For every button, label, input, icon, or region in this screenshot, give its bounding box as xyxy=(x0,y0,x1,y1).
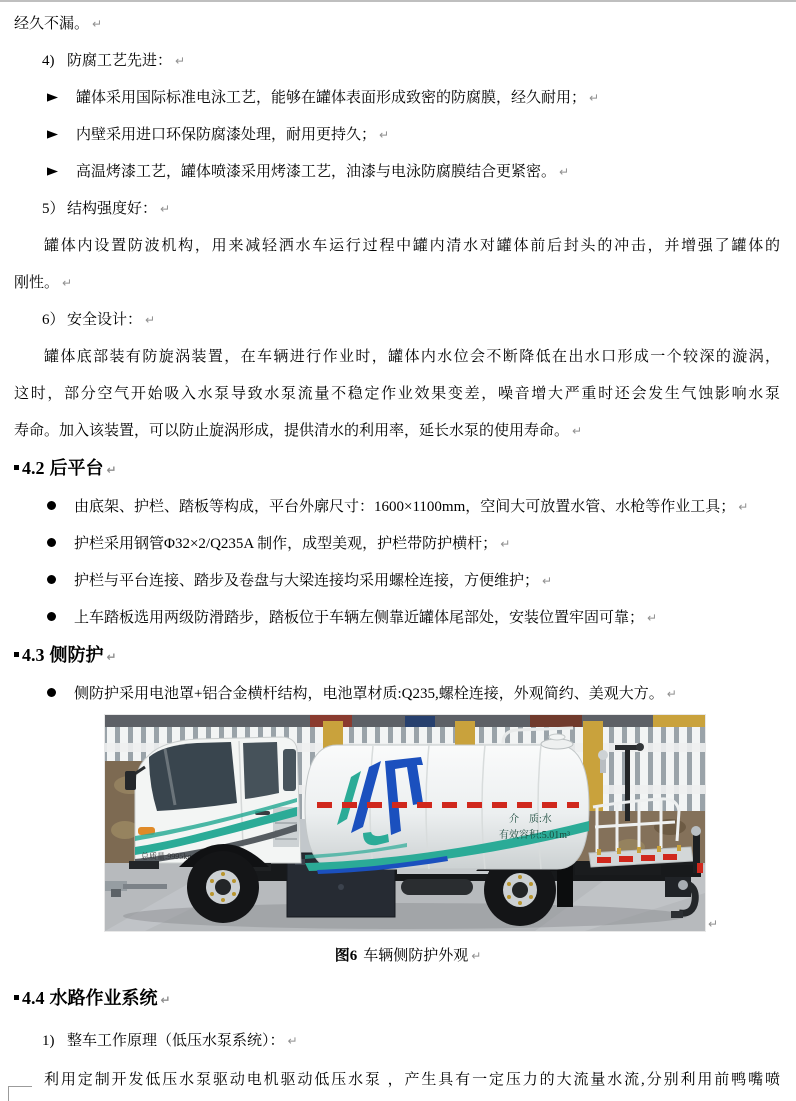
paragraph-mark-icon: ↵ xyxy=(160,202,171,216)
disc-bullet-icon xyxy=(47,538,56,547)
disc-bullet-item xyxy=(14,676,780,713)
list-number: 1) xyxy=(42,1033,55,1049)
paragraph-mark-icon: ↵ xyxy=(145,313,156,327)
truck-side-view-illustration xyxy=(105,715,705,931)
paragraph-mark-icon: ↵ xyxy=(542,574,553,588)
paragraph-mark-icon: ↵ xyxy=(92,17,103,31)
section-heading-4-4 xyxy=(14,977,780,1021)
paragraph-mark-icon: ↵ xyxy=(666,687,677,701)
heading-number: 4.4 xyxy=(22,988,45,1008)
paragraph-line: 利用定制开发低压水泵驱动电机驱动低压水泵 ，产生具有一定压力的大流量水流,分别利用前鸭嘴喷 xyxy=(44,1072,780,1088)
arrow-bullet-icon xyxy=(47,92,58,103)
disc-bullet-item xyxy=(14,563,780,600)
list-number: 4) xyxy=(42,53,55,69)
document-body xyxy=(14,6,780,1099)
heading-marker-icon xyxy=(14,465,19,470)
paragraph-mark-icon: ↵ xyxy=(471,949,482,963)
disc-bullet-item xyxy=(14,600,780,637)
paragraph-mark-icon: ↵ xyxy=(287,1034,298,1048)
disc-bullet-icon xyxy=(47,501,56,510)
list-item-text: 内壁采用进口环保防腐漆处理，耐用更持久； xyxy=(76,127,377,143)
tank-medium-label: 介 质:水 xyxy=(509,814,552,825)
list-item-text: 整车工作原理（低压水泵系统）： xyxy=(67,1033,285,1049)
paragraph-mark-icon: ↵ xyxy=(106,463,117,477)
arrow-bullet-icon xyxy=(47,166,58,177)
numbered-item-6 xyxy=(14,302,780,339)
paragraph-line: 刚性。 ↵ xyxy=(14,275,73,291)
tank-capacity-label: 有效容积:5.01m³ xyxy=(499,830,571,841)
paragraph-line: 这时，部分空气开始吸入水泵导致水泵流量不稳定作业效果变差，噪音增大严重时还会发生气蚀影响水泵 xyxy=(14,386,780,402)
heading-number: 4.2 xyxy=(22,458,45,478)
disc-bullet-icon xyxy=(47,612,56,621)
paragraph-mark-icon: ↵ xyxy=(589,91,600,105)
paragraph-mark-icon: ↵ xyxy=(62,276,73,290)
heading-number: 4.3 xyxy=(22,645,45,665)
paragraph-mark-icon: ↵ xyxy=(559,165,570,179)
list-item-text: 高温烤漆工艺，罐体喷漆采用烤漆工艺，油漆与电泳防腐膜结合更紧密。 xyxy=(76,164,557,180)
list-item-text: 结构强度好： xyxy=(67,201,158,217)
paragraph-mark-icon: ↵ xyxy=(708,917,719,931)
list-item-text: 由底架、护栏、踏板等构成，平台外廓尺寸：1600×1100mm，空间大可放置水管、水枪等作业工具； xyxy=(74,499,736,515)
list-item-text: 护栏采用钢管Φ32×2/Q235A 制作，成型美观，护栏带防护横杆； xyxy=(74,536,498,552)
paragraph-safety xyxy=(14,339,780,450)
numbered-item-1 xyxy=(14,1021,780,1061)
list-item-text: 安全设计： xyxy=(67,312,143,328)
arrow-bullet-item xyxy=(14,80,780,117)
paragraph-line: 寿命。加入该装置，可以防止旋涡形成，提供清水的利用率，延长水泵的使用寿命。 ↵ xyxy=(14,423,583,439)
paragraph-mark-icon: ↵ xyxy=(379,128,390,142)
heading-text: 后平台 xyxy=(49,458,104,478)
paragraph-line: 罐体内设置防波机构，用来减轻洒水车运行过程中罐内清水对罐体前后封头的冲击，并增强了罐体的 xyxy=(44,238,780,254)
list-item-text: 侧防护采用电池罩+铝合金横杆结构，电池罩材质:Q235,螺栓连接，外观简约、美观大方。 xyxy=(74,686,664,702)
caption-text: 车辆侧防护外观 xyxy=(363,948,469,964)
paragraph-mark-icon: ↵ xyxy=(160,993,171,1007)
list-item-text: 罐体采用国际标准电泳工艺，能够在罐体表面形成致密的防腐膜，经久耐用； xyxy=(76,90,587,106)
paragraph-text: 经久不漏。 xyxy=(14,16,90,32)
section-heading-4-2 xyxy=(14,450,780,489)
list-number: 5） xyxy=(42,201,65,217)
heading-marker-icon xyxy=(14,995,19,1000)
arrow-bullet-icon xyxy=(47,129,58,140)
caption-number: 图6 xyxy=(334,948,358,964)
disc-bullet-item xyxy=(14,526,780,563)
paragraph-intro xyxy=(14,6,780,43)
figure-caption xyxy=(14,935,780,977)
list-item-text: 防腐工艺先进： xyxy=(67,53,173,69)
list-item-text: 护栏与平台连接、踏步及卷盘与大梁连接均采用螺栓连接，方便维护； xyxy=(74,573,540,589)
paragraph-mark-icon: ↵ xyxy=(500,537,511,551)
disc-bullet-icon xyxy=(47,575,56,584)
numbered-item-5 xyxy=(14,191,780,228)
door-weight-label: 总质量:9995kg xyxy=(141,852,192,861)
heading-text: 水路作业系统 xyxy=(49,988,158,1008)
page-margin-corner-mark xyxy=(8,1086,32,1101)
paragraph-line: 罐体底部装有防旋涡装置，在车辆进行作业时，罐体内水位会不断降低在出水口形成一个较深的漩涡， xyxy=(44,349,780,365)
paragraph-mark-icon: ↵ xyxy=(106,650,117,664)
disc-bullet-item xyxy=(14,489,780,526)
page-top-border xyxy=(0,0,796,2)
paragraph-mark-icon: ↵ xyxy=(738,500,749,514)
list-number: 6） xyxy=(42,312,65,328)
arrow-bullet-item xyxy=(14,154,780,191)
disc-bullet-icon xyxy=(47,688,56,697)
paragraph-mark-icon: ↵ xyxy=(175,54,186,68)
paragraph-mark-icon: ↵ xyxy=(647,611,658,625)
list-item-text: 上车踏板选用两级防滑踏步，踏板位于车辆左侧靠近罐体尾部处，安装位置牢固可靠； xyxy=(74,610,645,626)
paragraph-mark-icon: ↵ xyxy=(572,424,583,438)
paragraph-structure xyxy=(14,228,780,302)
heading-text: 侧防护 xyxy=(49,645,104,665)
figure-truck-photo xyxy=(105,715,780,931)
section-heading-4-3 xyxy=(14,637,780,676)
arrow-bullet-item xyxy=(14,117,780,154)
numbered-item-4 xyxy=(14,43,780,80)
heading-marker-icon xyxy=(14,652,19,657)
